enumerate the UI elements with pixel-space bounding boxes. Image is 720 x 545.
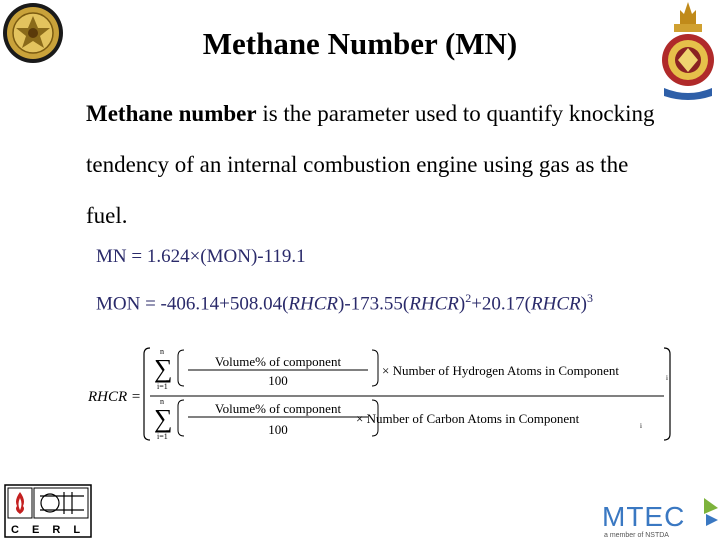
mon-eq-part: ) (580, 293, 587, 315)
numerator: Volume% of component (214, 401, 342, 416)
numerator: Volume% of component (214, 354, 342, 369)
paren-open (178, 350, 184, 386)
right-bracket (664, 348, 670, 440)
definition-text: is the parameter used to quantify knocking tendency of an internal combustion engine using gas as the fuel. (86, 101, 655, 228)
rhcr-var: RHCR (288, 293, 339, 315)
mon-equation (96, 291, 593, 315)
exponent: 2 (465, 291, 472, 305)
cerl-logo-graphic (4, 484, 92, 538)
mtec-logo (600, 494, 720, 540)
mon-eq-part: )‑173.55( (338, 293, 410, 315)
hydrogen-factor: × Number of Hydrogen Atoms in Component (382, 363, 619, 378)
rhcr-var: RHCR (409, 293, 459, 315)
subscript-i: i (640, 422, 642, 430)
paren-open (178, 400, 184, 436)
sum-upper-limit: n (160, 347, 164, 356)
mtec-tagline: a member of NSTDA (604, 532, 669, 539)
mon-eq-part: MON = ‑406.14+508.04( (96, 293, 289, 315)
sum-symbol: ∑ (154, 404, 173, 433)
mon-eq-part: ) (458, 293, 466, 315)
definition-paragraph (86, 88, 656, 241)
sum-lower-limit: i=1 (157, 432, 168, 441)
mtec-logo-graphic (600, 494, 720, 540)
mon-eq-part: +20.17( (471, 293, 531, 315)
rhcr-var: RHCR (531, 293, 581, 315)
exponent: 3 (586, 291, 593, 305)
bold-term: Methane number (86, 101, 257, 126)
cerl-text: C E R L (10, 524, 86, 536)
paren-close (372, 350, 378, 386)
slide-title: Methane Number (MN) (202, 26, 518, 61)
rhcr-label: RHCR = (88, 389, 142, 405)
mtec-wordmark: MTEC (602, 501, 686, 532)
denominator: 100 (268, 422, 288, 437)
rhcr-formula-graphic (88, 344, 678, 444)
sum-lower-limit: i=1 (157, 382, 168, 391)
mn-equation: MN = 1.624×(MON)‑119.1 (96, 246, 306, 267)
subscript-i: i (666, 374, 668, 382)
sum-upper-limit: n (160, 397, 164, 406)
denominator: 100 (268, 373, 288, 388)
sum-symbol: ∑ (154, 354, 173, 383)
left-bracket (144, 348, 150, 440)
carbon-factor: × Number of Carbon Atoms in Component (356, 411, 580, 426)
cerl-logo (4, 484, 92, 538)
rhcr-formula (88, 344, 678, 444)
